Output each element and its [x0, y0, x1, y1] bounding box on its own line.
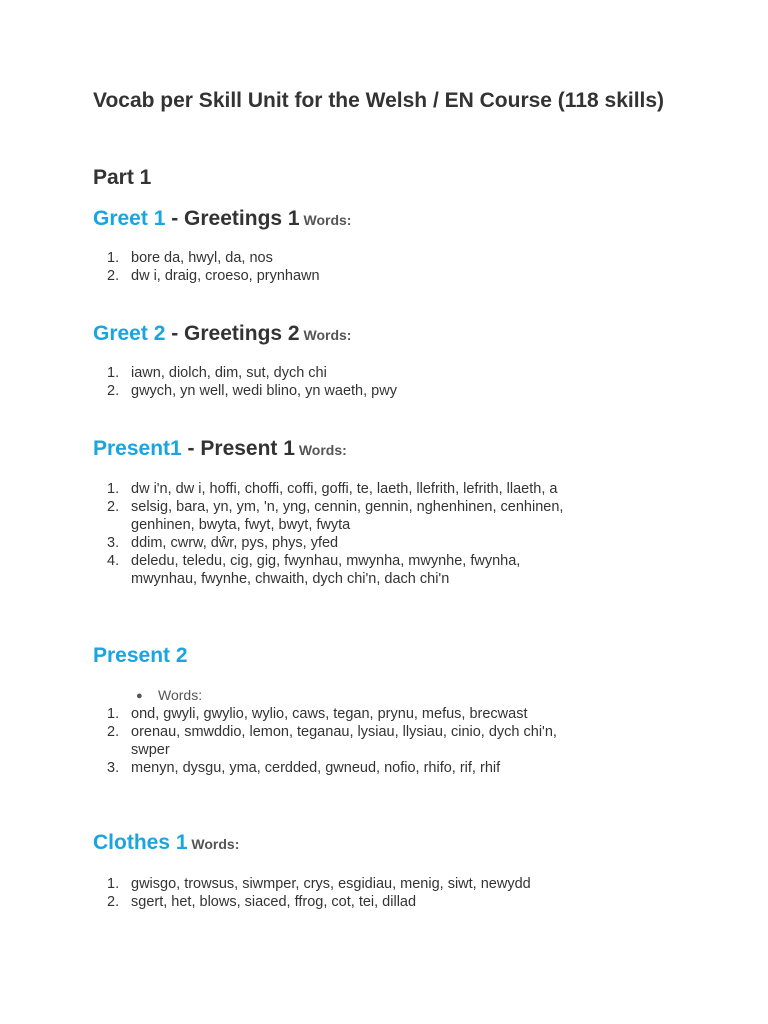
item-number: 1. [107, 250, 120, 266]
section-clothes-1 [93, 830, 713, 857]
item-text: gwisgo, trowsus, siwmper, crys, esgidiau, menig, siwt, newydd [131, 876, 531, 892]
list-item [107, 382, 587, 400]
item-text: deledu, teledu, cig, gig, fwynhau, mwynha, mwynhe, fwynha, mwynhau, fwynhe, chwaith, dych chi'n, dach chi'n [131, 553, 521, 587]
list-item [107, 723, 587, 759]
item-number: 2. [107, 724, 120, 740]
list-item [107, 893, 587, 911]
list-item [107, 759, 587, 777]
section-heading [93, 206, 713, 233]
bullet-icon: ● [136, 690, 143, 702]
section-heading [93, 830, 713, 857]
list-item [107, 552, 587, 588]
heading-dash: - [181, 437, 201, 460]
section-link-present-2[interactable]: Present 2 [93, 644, 188, 667]
item-text: gwych, yn well, wedi blino, yn waeth, pwy [131, 383, 397, 399]
word-list-greet-2 [107, 364, 587, 400]
item-text: iawn, diolch, dim, sut, dych chi [131, 365, 327, 381]
item-text: menyn, dysgu, yma, cerdded, gwneud, nofio, rhifo, rif, rhif [131, 760, 501, 776]
item-text: dw i'n, dw i, hoffi, choffi, coffi, goffi, te, laeth, llefrith, lefrith, llaeth, a [131, 481, 558, 497]
item-text: bore da, hwyl, da, nos [131, 250, 273, 266]
section-name: Present 1 [200, 437, 295, 460]
word-list-greet-1 [107, 249, 587, 285]
words-label: Words: [187, 836, 240, 852]
item-number: 1. [107, 365, 120, 381]
list-item [107, 364, 587, 382]
section-name: Greetings 2 [184, 322, 300, 345]
word-list-present-2 [107, 705, 587, 777]
section-greet-2 [93, 321, 713, 348]
item-number: 2. [107, 383, 120, 399]
section-link-greet-1[interactable]: Greet 1 [93, 207, 166, 230]
item-text: ond, gwyli, gwylio, wylio, caws, tegan, prynu, mefus, brecwast [131, 706, 528, 722]
list-item [107, 498, 587, 534]
words-bullet-row [136, 686, 202, 705]
item-text: selsig, bara, yn, ym, 'n, yng, cennin, gennin, nghenhinen, cenhinen, genhinen, bwyta, fwyt, bwyt, fwyta [131, 499, 564, 533]
item-number: 2. [107, 499, 120, 515]
item-number: 3. [107, 760, 120, 776]
item-text: ddim, cwrw, dŵr, pys, phys, yfed [131, 535, 339, 551]
item-number: 2. [107, 894, 120, 910]
section-heading [93, 436, 713, 463]
word-list-present-1 [107, 480, 587, 588]
section-present-2 [93, 643, 713, 669]
section-heading [93, 321, 713, 348]
document-title: Vocab per Skill Unit for the Welsh / EN Course (118 skills) [93, 89, 665, 112]
item-text: sgert, het, blows, siaced, ffrog, cot, tei, dillad [131, 894, 417, 910]
word-list-clothes-1 [107, 875, 587, 911]
item-text: orenau, smwddio, lemon, teganau, lysiau, llysiau, cinio, dych chi'n, swper [131, 724, 557, 758]
list-item [107, 534, 587, 552]
item-number: 1. [107, 481, 120, 497]
list-item [107, 875, 587, 893]
heading-dash: - [165, 322, 185, 345]
item-number: 2. [107, 268, 120, 284]
section-link-present-1[interactable]: Present1 [93, 437, 182, 460]
item-number: 4. [107, 553, 120, 569]
words-label: Words: [299, 212, 352, 228]
section-present-1 [93, 436, 713, 463]
list-item [107, 705, 587, 723]
section-name: Greetings 1 [184, 207, 300, 230]
item-number: 1. [107, 706, 120, 722]
heading-dash: - [165, 207, 185, 230]
words-label: Words: [294, 442, 347, 458]
part-heading: Part 1 [93, 166, 152, 189]
words-label: Words: [299, 327, 352, 343]
item-text: dw i, draig, croeso, prynhawn [131, 268, 320, 284]
words-label: Words: [158, 687, 203, 703]
section-heading [93, 643, 713, 669]
item-number: 1. [107, 876, 120, 892]
list-item [107, 480, 587, 498]
item-number: 3. [107, 535, 120, 551]
list-item [107, 267, 587, 285]
section-link-clothes-1[interactable]: Clothes 1 [93, 831, 188, 854]
list-item [107, 249, 587, 267]
section-link-greet-2[interactable]: Greet 2 [93, 322, 166, 345]
section-greet-1 [93, 206, 713, 233]
